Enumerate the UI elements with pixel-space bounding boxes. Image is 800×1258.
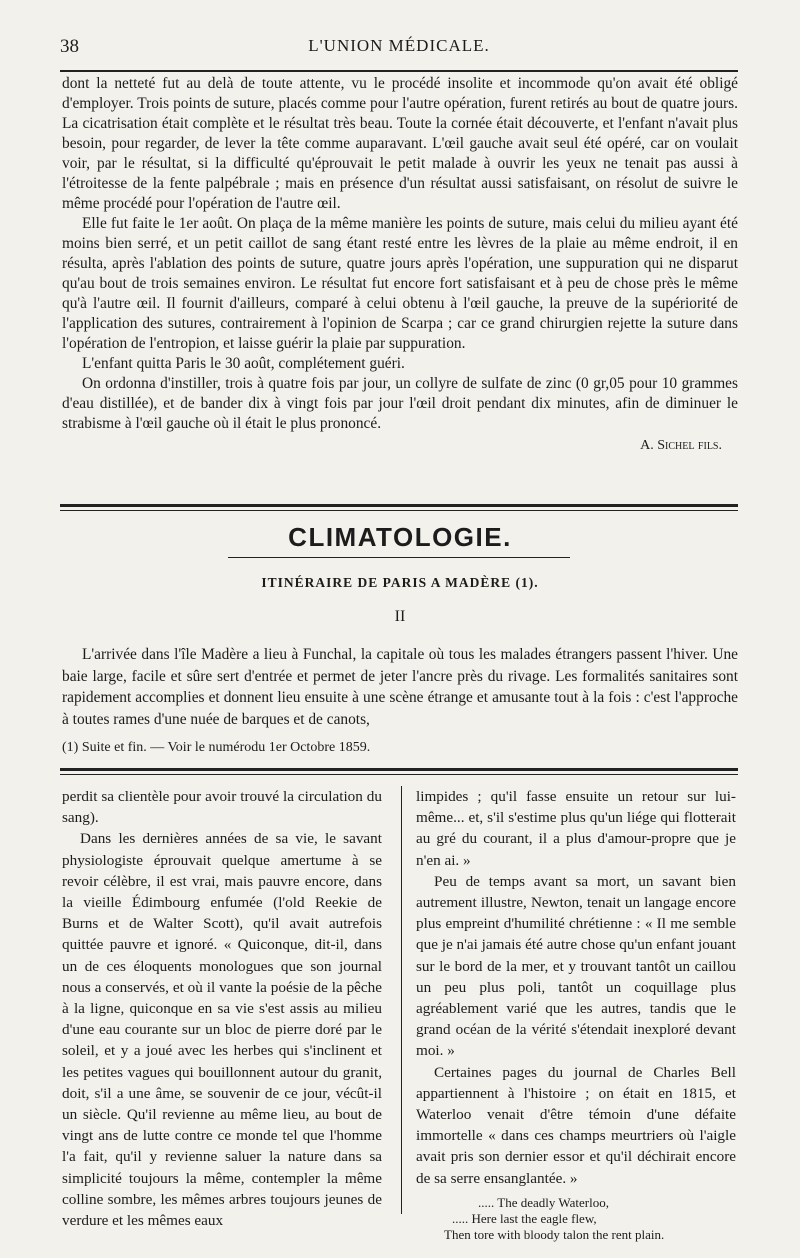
page-number: 38 <box>60 36 79 57</box>
report-paragraph: dont la netteté fut au delà de toute attente, vu le procédé insolite et incommode qu'on avait été obligé d'employer. Trois points de suture, placés comme pour l'autre opération, furent retirés au bout de quatre jours. La cicatrisation était complète et le résultat très beau. Toute la cornée était découverte, et l'enfant n'avait plus besoin, pour regarder, de lever la tête comme auparavant. L'œil gauche avait seul été opéré, car on voulait voir, par le résultat, si la difficulté qu'éprouvait le petit malade à ouvrir les yeux ne tenait pas aussi à l'étroitesse de la fente palpébrale ; mais en présence d'un résultat aussi satisfaisant, on résolut de suivre le même procédé pour l'opération de l'autre œil. <box>62 75 738 212</box>
column-divider <box>401 786 402 1214</box>
report-paragraph: On ordonna d'instiller, trois à quatre fois par jour, un collyre de sulfate de zinc (0 gr,05 pour 10 grammes d'eau distillée), et de bander dix à vingt fois par jour l'œil droit pendant dix minutes, afin de diminuer le strabisme à l'œil gauche où il était le plus prononcé. <box>62 375 738 432</box>
section-rule-thick <box>60 504 738 507</box>
footnote-marker: (1). <box>515 575 539 590</box>
author-signature: A. Sichel fils. <box>640 438 722 453</box>
column-paragraph: Dans les dernières années de sa vie, le savant physiologiste éprouvait quelque amertume à se revoir célèbre, il est vrai, mais pauvre encore, dans la vieille Édimbourg enfumée (l'old Reekie de Burns et de Walter Scott), qu'il avait autrefois quittée pauvre et ignoré. « Quiconque, dit-il, dans un de ces éloquents monologues que son journal nous a conservés, et où il vante la poésie de la pêche à la ligne, quiconque en sa vie s'est assis au milieu d'une eau courante sur un bloc de pierre doré par le soleil, et y a joué avec les herbes qui s'inclinent et les petites vagues qui bouillonnent autour du granit, doit, s'il a une âme, se souvenir de ce jour, vécût-il un siècle. Qu'il revienne au même lieu, au bout de vingt ans de lutte contre ce monde tel que l'homme l'a fait, qu'il y revienne saluer la nature dans sa simplicité toujours la même, contempler la même colline sombre, les mêmes arbres toujours jeunes de verdure et les mêmes eaux <box>62 830 382 1230</box>
verse-line: Then tore with bloody talon the rent plain. <box>444 1226 665 1242</box>
left-column <box>62 786 382 1231</box>
verse-line: ..... The deadly Waterloo, <box>478 1194 609 1210</box>
report-paragraph: Elle fut faite le 1er août. On plaça de la même manière les points de suture, mais celui du milieu ayant été moins bien serré, et un petit caillot de sang étant resté entre les lèvres de la plaie au même endroit, il en résulta, après l'ablation des points de suture, quatre jours après l'opération, une suppuration qui ne disparut qu'au bout de trois semaines environ. Le résultat fut encore fort satisfaisant et à peu de chose près le même qu'à l'autre œil. Il fournit d'ailleurs, comparé à celui obtenu à l'œil gauche, la preuve de la supériorité de l'application des sutures, contrairement à l'opinion de Scarpa ; car ce grand chirurgien rejette la suture dans l'opération de l'entropion, et laisse guérir la plaie par suppuration. <box>62 215 738 352</box>
right-column <box>416 786 736 1243</box>
column-paragraph: perdit sa clientèle pour avoir trouvé la circulation du sang). <box>62 788 382 827</box>
verse-quotation <box>416 1195 736 1243</box>
columns-rule-thin <box>60 774 738 775</box>
article-title <box>0 575 800 591</box>
running-title: L'UNION MÉDICALE. <box>308 36 490 55</box>
part-number: II <box>394 608 406 625</box>
article-body <box>62 644 738 730</box>
article-paragraph: L'arrivée dans l'île Madère a lieu à Funchal, la capitale où tous les malades étrangers passent l'hiver. Une baie large, facile et sûre sert d'entrée et permet de jeter l'ancre près du rivage. Les formalités sanitaires sont rapidement accomplies et donnent lieu ensuite à une scène étrange et amusante tout à la fois : c'est l'approche à toutes rames d'une nuée de barques et de canots, <box>62 646 738 728</box>
report-paragraph: L'enfant quitta Paris le 30 août, complétement guéri. <box>82 355 405 372</box>
article-title-text: ITINÉRAIRE DE PARIS A MADÈRE <box>261 575 512 590</box>
ophthalmology-report <box>62 74 738 456</box>
columns-rule-thick <box>60 768 738 771</box>
page-header <box>60 36 738 64</box>
footnote: (1) Suite et fin. — Voir le numérodu 1er Octobre 1859. <box>62 740 371 755</box>
section-rule-thin <box>60 510 738 511</box>
column-paragraph: limpides ; qu'il fasse ensuite un retour sur lui-même... et, s'il s'estime plus qu'un liége qui flotterait au gré du courant, il a plus d'amour-propre que je n'en ai. » <box>416 788 736 869</box>
verse-line: ..... Here last the eagle flew, <box>452 1210 597 1226</box>
title-underline <box>228 557 570 558</box>
header-rule <box>60 70 738 72</box>
column-paragraph: Certaines pages du journal de Charles Bell appartiennent à l'histoire ; on était en 1815, et Waterloo venait d'être témoin d'une défaite immortelle « dans ces champs meurtriers où l'aigle avait pris son dernier essor et qu'il déchirait encore de sa serre ensanglantée. » <box>416 1063 736 1187</box>
section-title: CLIMATOLOGIE. <box>288 522 512 552</box>
column-paragraph: Peu de temps avant sa mort, un savant bien autrement illustre, Newton, tenait un langage encore plus empreint d'humilité chrétienne : « Il me semble que je n'ai jamais été autre chose qu'un enfant jouant sur le bord de la mer, et y trouvant tantôt un caillou un peu plus poli, tantôt un coquillage plus agréablement varié que les autres, tandis que le grand océan de la vérité s'étendait inexploré devant moi. » <box>416 872 736 1060</box>
